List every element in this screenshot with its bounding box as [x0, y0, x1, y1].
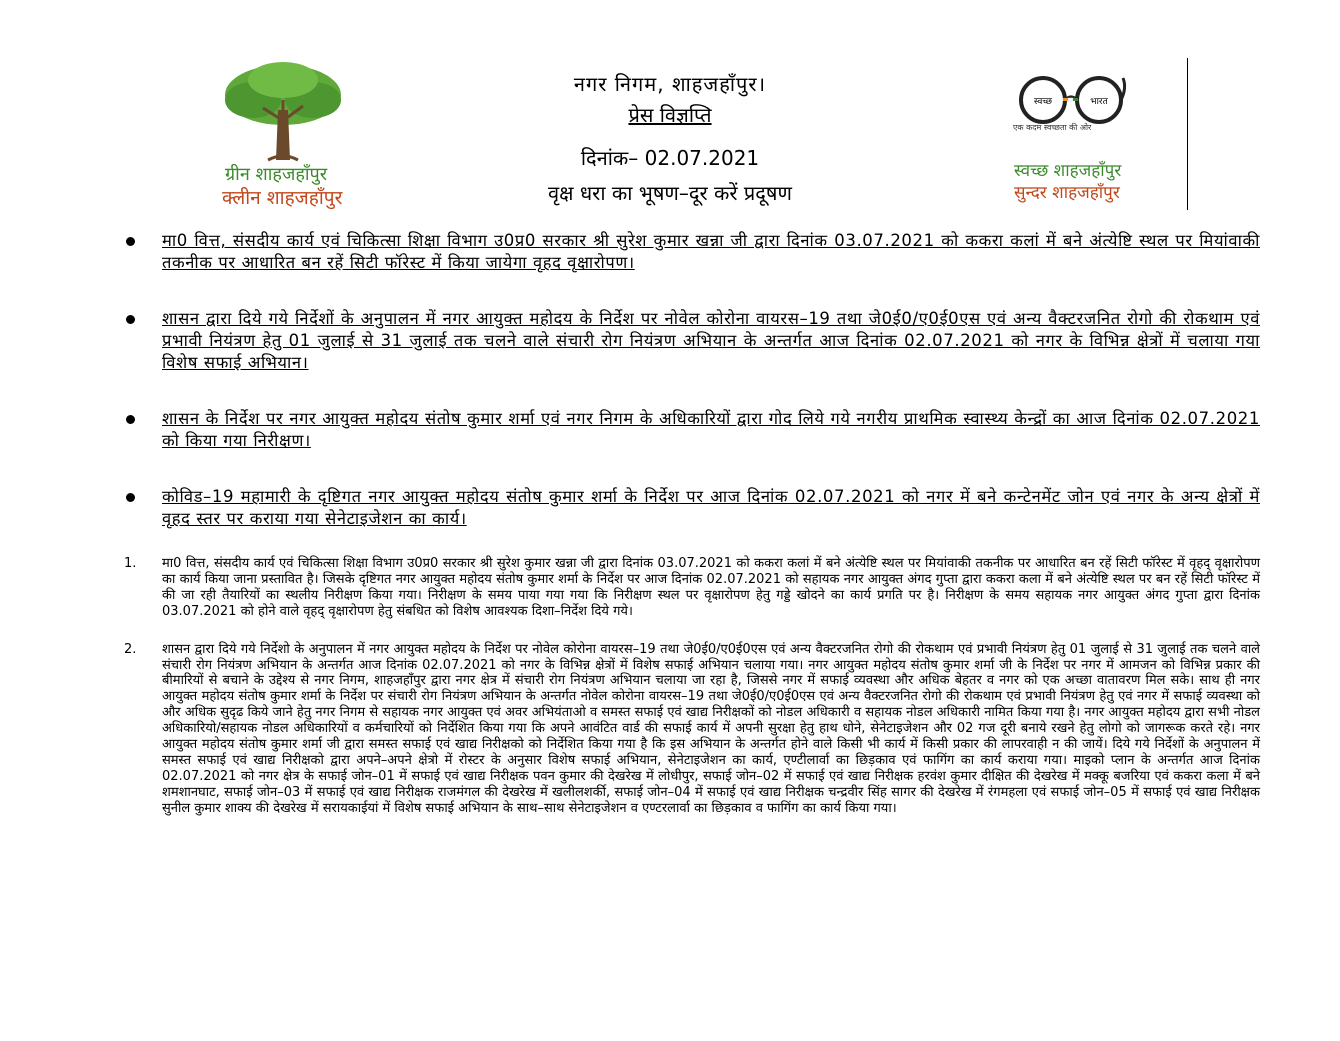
swachh-shahjahanpur-logo	[1010, 70, 1160, 210]
paragraph-text: शासन द्वारा दिये गये निर्देशो के अनुपालन में नगर आयुक्त महोदय के निर्देश पर नोवेल कोरोना वायरस–19 तथा जे0ई0/ए0ई0एस एवं अन्य वैक्टरजनित रोगो की रोकथाम एवं प्रभावी नियंत्रण हेतु 01 जुलाई से 31 जुलाई तक चलने वाले संचारी रोग नियंत्रण अभियान के अन्तर्गत आज दिनांक 02.07.2021 को नगर के विभिन्न क्षेत्रों में विशेष सफाई अभियान चलाया गया। नगर आयुक्त महोदय संतोष कुमार शर्मा जी के निर्देश पर नगर में आमजन को विभिन्न प्रकार की बीमारियों से बचाने के उद्देश्य से नगर निगम, शाहजहाँपुर द्वारा नगर क्षेत्र में संचारी रोग नियंत्रण अभियान चलाया जा रहा है, जिससे नगर में सफाई व्यवस्था और अधिक बेहतर व नगर को एक अच्छा वातावरण मिल सके। साथ ही नगर आयुक्त महोदय संतोष कुमार शर्मा के निर्देश पर संचारी रोग नियंत्रण अभियान के अन्तर्गत नोवेल कोरोना वायरस–19 तथा जे0ई0/ए0ई0एस एवं अन्य वैक्टरजनित रोगो की रोकथाम एवं प्रभावी नियंत्रण हेतु एवं नगर में सफाई व्यवस्था को और अधिक सुदृढ किये जाने हेतु नगर निगम से सहायक नगर आयुक्त एवं अवर अभियंताओ व समस्त सफाई एवं खाद्य निरीक्षकों को नोडल अधिकारी व सहायक नोडल अधिकारी नामित किया गया है। नगर आयुक्त महोदय द्वारा सभी नोडल अधिकारियो/सहायक नोडल अधिकारियों व कर्मचारियों को निर्देशित किया गया कि अपने आवंटित वार्ड की सफाई कार्य में अपनी सुरक्षा हेतु हाथ धोने, सेनेटाइजेशन और 02 गज दूरी बनाये रखने हेतु लोगो को जागरूक करते रहे। नगर आयुक्त महोदय संतोष कुमार शर्मा जी द्वारा समस्त सफाई एवं खाद्य निरीक्षको को निर्देशित किया गया है कि इस अभियान के अन्तर्गत होने वाले किसी भी कार्य में किसी प्रकार की लापरवाही न की जायें। दिये गये निर्देशों के अनुपालन में समस्त सफाई एवं खाद्य निरीक्षको द्वारा अपने–अपने क्षेत्रो में रोस्टर के अनुसार विशेष सफाई अभियान, सेनेटाइजेशन का कार्य, एण्टीलार्वा का छिड़काव एवं फागिंग का कार्य कराया गया। माइको प्लान के अन्तर्गत आज दिनांक 02.07.2021 को नगर क्षेत्र के सफाई जोन–01 में सफाई एवं खाद्य निरीक्षक पवन कुमार की देखरेख में लोधीपुर, सफाई जोन–02 में सफाई एवं खाद्य निरीक्षक हरवंश कुमार दीक्षित की देखरेख में मक्कू बजरिया एवं ककरा कला में बने शमशानघाट, सफाई जोन–03 में सफाई एवं खाद्य निरीक्षक राजमंगल की देखरेख में खलीलशर्की, सफाई जोन–04 में सफाई एवं खाद्य निरीक्षक चन्द्रवीर सिंह सागर की देखरेख में रंगमहला एवं सफाई जोन–05 में सफाई एवं खाद्य निरीक्षक सुनील कुमार शाक्य की देखरेख में सरायकाईयां में विशेष सफाई अभियान के साथ–साथ सेनेटाइजेशन व एण्टरलार्वा का छिड़काव व फागिंग का कार्य किया गया।	[162, 641, 1260, 816]
paragraph-text: मा0 वित्त, संसदीय कार्य एवं चिकित्सा शिक्षा विभाग उ0प्र0 सरकार श्री सुरेश कुमार खन्ना जी द्वारा दिनांक 03.07.2021 को ककरा कलां में बने अंत्येष्टि स्थल पर मियांवाकी तकनीक पर आधारित बन रहें सिटी फॉरेस्ट में वृहद् वृक्षारोपण का कार्य किया जाना प्रस्तावित है। जिसके दृष्टिगत नगर आयुक्त महोदय संतोष कुमार शर्मा के निर्देश पर आज दिनांक 02.07.2021 को सहायक नगर आयुक्त अंगद गुप्ता द्वारा ककरा कला में बने अंत्येष्टि स्थल पर बन रहें सिटी फॉरेस्ट में की जा रही तैयारियों का स्थलीय निरीक्षण किया गया। निरीक्षण के समय पाया गया गया कि निरीक्षण स्थल पर वृक्षारोपण हेतु गड्डे खोदने का कार्य प्रगति पर है। निरीक्षण के समय सहायक नगर आयुक्त अंगद गुप्ता द्वारा दिनांक 03.07.2021 को होने वाले वृहद् वृक्षारोपण हेतु संबधित को विशेष आवश्यक दिशा–निर्देश दिये गये।	[162, 556, 1260, 619]
highlight-item	[120, 408, 1260, 452]
highlight-item	[120, 486, 1260, 530]
highlight-text: मा0 वित्त, संसदीय कार्य एवं चिकित्सा शिक्षा विभाग उ0प्र0 सरकार श्री सुरेश कुमार खन्ना जी द्वारा दिनांक 03.07.2021 को ककरा कलां में बने अंत्येष्टि स्थल पर मियांवाकी तकनीक पर आधारित बन रहें सिटी फॉरेस्ट में किया जायेगा वृहद वृक्षारोपण।	[162, 231, 1260, 272]
paragraph-number: 1.	[124, 556, 137, 571]
logo-tagline: एक कदम स्वच्छता की ओर	[1013, 123, 1092, 132]
highlight-item	[120, 230, 1260, 274]
highlight-text: कोविड–19 महामारी के दृष्टिगत नगर आयुक्त महोदय संतोष कुमार शर्मा के निर्देश पर आज दिनांक 02.07.2021 को नगर में बने कन्टेनमेंट जोन एवं नगर के अन्य क्षेत्रों में वृहद स्तर पर कराया गया सेनेटाइजेशन का कार्य।	[162, 487, 1260, 528]
logo-clean-line: क्लीन शाहजहाँपुर	[222, 187, 343, 209]
logo-swachh-line: स्वच्छ शाहजहाँपुर	[1014, 161, 1122, 181]
logo-sundar-line: सुन्दर शाहजहाँपुर	[1014, 183, 1120, 203]
highlight-text: शासन द्वारा दिये गये निर्देशों के अनुपालन में नगर आयुक्त महोदय के निर्देश पर नोवेल कोरोना वायरस–19 तथा जे0ई0/ए0ई0एस एवं अन्य वैक्टरजनित रोगो की रोकथाम एवं प्रभावी नियंत्रण हेतु 01 जुलाई से 31 जुलाई तक चलने वाले संचारी रोग नियंत्रण अभियान के अन्तर्गत आज दिनांक 02.07.2021 को नगर के विभिन्न क्षेत्रों में चलाया गया विशेष सफाई अभियान।	[162, 309, 1260, 372]
detail-paragraphs	[120, 556, 1260, 832]
glass-right-label: भारत	[1090, 97, 1108, 107]
slogan: वृक्ष धरा का भूषण–दूर करें प्रदूषण	[548, 181, 792, 205]
bullet-icon	[126, 237, 135, 246]
highlight-text: शासन के निर्देश पर नगर आयुक्त महोदय संतोष कुमार शर्मा एवं नगर निगम के अधिकारियों द्वारा गोद लिये गये नगरीय प्राथमिक स्वास्थ्य केन्द्रों का आज दिनांक 02.07.2021 को किया गया निरीक्षण।	[162, 409, 1260, 450]
green-shahjahanpur-logo	[200, 60, 410, 209]
bullet-icon	[126, 315, 135, 324]
highlight-list	[120, 230, 1260, 550]
bullet-icon	[126, 415, 135, 424]
paragraph-number: 2.	[124, 641, 137, 657]
glass-left-label: स्वच्छ	[1033, 97, 1053, 107]
paragraph-item	[120, 642, 1260, 817]
header-center	[440, 70, 900, 206]
press-title: प्रेस विज्ञप्ति	[628, 103, 712, 127]
highlight-item	[120, 308, 1260, 374]
date-line: दिनांक– 02.07.2021	[580, 146, 760, 170]
swachh-bharat-glasses-icon	[1015, 70, 1130, 130]
logo-green-line: ग्रीन शाहजहाँपुर	[225, 164, 328, 185]
bullet-icon	[126, 493, 135, 502]
tree-icon	[218, 60, 348, 165]
org-name: नगर निगम, शाहजहाँपुर।	[573, 72, 767, 96]
paragraph-item	[120, 556, 1260, 620]
header-divider	[1187, 58, 1188, 210]
